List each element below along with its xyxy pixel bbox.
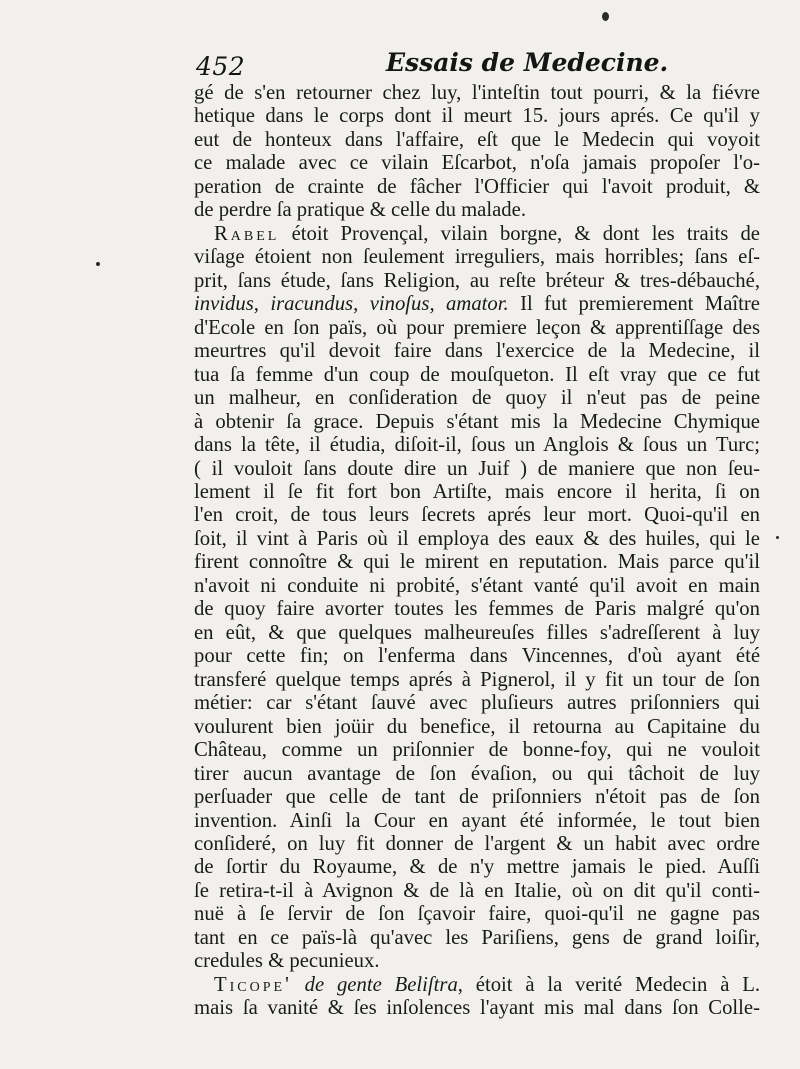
text-line: [194, 880, 760, 903]
text-segment: étoit Provençal, vilain borgne, & dont les traits de: [279, 222, 760, 245]
text-line: [194, 246, 760, 269]
text-line: [194, 833, 760, 856]
text-line: [194, 293, 760, 316]
text-segment: ( il vouloit ſans doute dire un Juif ) de maniere que non ſeu-: [194, 457, 760, 480]
text-line: [194, 387, 760, 410]
text-segment: Rabel: [214, 222, 280, 245]
text-line: [194, 669, 760, 692]
text-line: [194, 434, 760, 457]
text-line: [194, 997, 760, 1020]
text-segment: mais ſa vanité & ſes inſolences l'ayant mis mal dans ſon Colle-: [194, 997, 760, 1020]
text-segment: viſage étoient non ſeulement irreguliers, mais horribles; ſans eſ-: [194, 246, 760, 269]
running-head: Essais de Medecine.: [386, 48, 669, 77]
text-line: [194, 598, 760, 621]
text-line: [194, 528, 760, 551]
text-line: [194, 927, 760, 950]
text-segment: invidus, iracundus, vinoſus, amator.: [194, 293, 509, 316]
text-segment: meurtres qu'il devoit faire dans l'exercice de la Medecine, il: [194, 340, 760, 363]
text-segment: Il fut premierement Maître: [508, 293, 760, 316]
text-segment: nuë à ſe ſervir de ſon ſçavoir faire, quoi-qu'il ne gagne pas: [194, 903, 760, 926]
text-segment: firent connoître & qui le mirent en reputation. Mais parce qu'il: [194, 551, 760, 574]
text-line: [194, 199, 760, 222]
text-segment: , étoit à la verité Medecin à L.: [457, 973, 760, 996]
text-line: [194, 551, 760, 574]
text-segment: de quoy faire avorter toutes les femmes de Paris malgré qu'on: [194, 598, 760, 621]
text-segment: d'Ecole en ſon païs, où pour premiere leçon & apprentiſſage des: [194, 316, 760, 339]
ink-speck: [776, 536, 779, 539]
text-line: [194, 810, 760, 833]
text-segment: à obtenir ſa grace. Depuis s'étant mis la Medecine Chymique: [194, 410, 760, 433]
text-segment: conſideré, on luy fit donner de l'argent & un habit avec ordre: [194, 833, 760, 855]
text-line: [194, 317, 760, 340]
text-line: [194, 716, 760, 739]
text-line: [194, 856, 760, 879]
text-line: [194, 411, 760, 434]
text-segment: de gente Beliſtra: [291, 973, 458, 996]
text-line: [194, 739, 760, 762]
text-segment: de ſortir du Royaume, & de n'y mettre jamais le pied. Auſſi: [194, 856, 760, 879]
body-text: [194, 82, 760, 1021]
text-line: [194, 481, 760, 504]
text-line: [194, 786, 760, 809]
text-segment: métier: car s'étant ſauvé avec pluſieurs autres priſonniers qui: [194, 692, 760, 715]
text-segment: ſe retira-t-il à Avignon & de là en Italie, où on dit qu'il conti-: [194, 879, 760, 902]
text-segment: voulurent bien joüir du benefice, il retourna au Capitaine du: [194, 715, 760, 738]
text-segment: peration de crainte de fâcher l'Officier qui l'avoit produit, &: [194, 175, 760, 198]
text-line: [194, 575, 760, 598]
text-segment: n'avoit ni conduite ni probité, s'étant vanté qu'il avoit en main: [194, 574, 760, 597]
text-line: [194, 504, 760, 527]
page-number: 452: [196, 52, 246, 81]
text-segment: l'en croit, de tous leurs ſecrets aprés leur mort. Quoi-qu'il en: [194, 504, 760, 527]
text-segment: pour cette fin; on l'enferma dans Vincennes, d'où ayant été: [194, 645, 760, 668]
text-segment: hetique dans le corps dont il meurt 15. jours aprés. Ce qu'il y: [194, 105, 760, 128]
text-segment: gé de s'en retourner chez luy, l'inteſtin tout pourri, & la fiévre: [194, 82, 760, 104]
text-segment: tant en ce païs-là qu'avec les Pariſiens, gens de grand loiſir,: [194, 926, 760, 949]
text-segment: transferé quelque temps aprés à Pignerol, il y fit un tour de ſon: [194, 668, 760, 691]
text-line: [194, 364, 760, 387]
page-header: [196, 44, 756, 84]
text-line: [194, 950, 760, 973]
text-segment: ſoit, il vint à Paris où il employa des eaux & des huiles, qui le: [194, 527, 760, 550]
text-line: [194, 82, 760, 105]
text-segment: un malheur, en conſideration de quoy il n'eut pas de peine: [194, 387, 760, 410]
text-segment: de perdre ſa pratique & celle du malade.: [194, 199, 526, 222]
text-segment: invention. Ainſi la Cour en ayant été informée, le tout bien: [194, 809, 760, 832]
text-segment: ce malade avec ce vilain Eſcarbot, n'oſa jamais propoſer l'o-: [194, 152, 760, 175]
text-line: [194, 105, 760, 128]
text-line: [194, 903, 760, 926]
text-line: [194, 622, 760, 645]
text-segment: credules & pecunieux.: [194, 950, 380, 973]
ink-speck: [602, 12, 609, 21]
ink-speck: [96, 262, 100, 266]
text-line: [194, 340, 760, 363]
text-line: [194, 692, 760, 715]
text-line: [194, 223, 760, 246]
text-line: [194, 129, 760, 152]
text-segment: prit, ſans étude, ſans Religion, au reſte bréteur & tres-débauché,: [194, 269, 760, 292]
text-line: [194, 152, 760, 175]
text-segment: tirer aucun avantage de ſon évaſion, ou qui tâchoit de luy: [194, 762, 760, 785]
text-segment: Ticope': [214, 973, 292, 996]
text-segment: en eût, & que quelques malheureuſes filles s'adreſſerent à luy: [194, 621, 760, 644]
text-line: [194, 176, 760, 199]
text-segment: eut de honteux dans l'affaire, eſt que le Medecin qui voyoit: [194, 128, 760, 151]
text-segment: tua ſa femme d'un coup de mouſqueton. Il eſt vray que ce fut: [194, 363, 760, 386]
text-segment: Château, comme un priſonnier de bonne-foy, qui ne vouloit: [194, 739, 760, 762]
text-line: [194, 270, 760, 293]
text-line: [194, 645, 760, 668]
text-segment: perſuader que celle de tant de priſonniers n'étoit pas de ſon: [194, 786, 760, 809]
text-segment: dans la tête, il étudia, diſoit-il, ſous un Anglois & ſous un Turc;: [194, 434, 760, 457]
text-line: [194, 458, 760, 481]
text-segment: lement il ſe fit fort bon Artiſte, mais encore il herita, ſi on: [194, 480, 760, 503]
text-line: [194, 763, 760, 786]
text-line: [194, 974, 760, 997]
